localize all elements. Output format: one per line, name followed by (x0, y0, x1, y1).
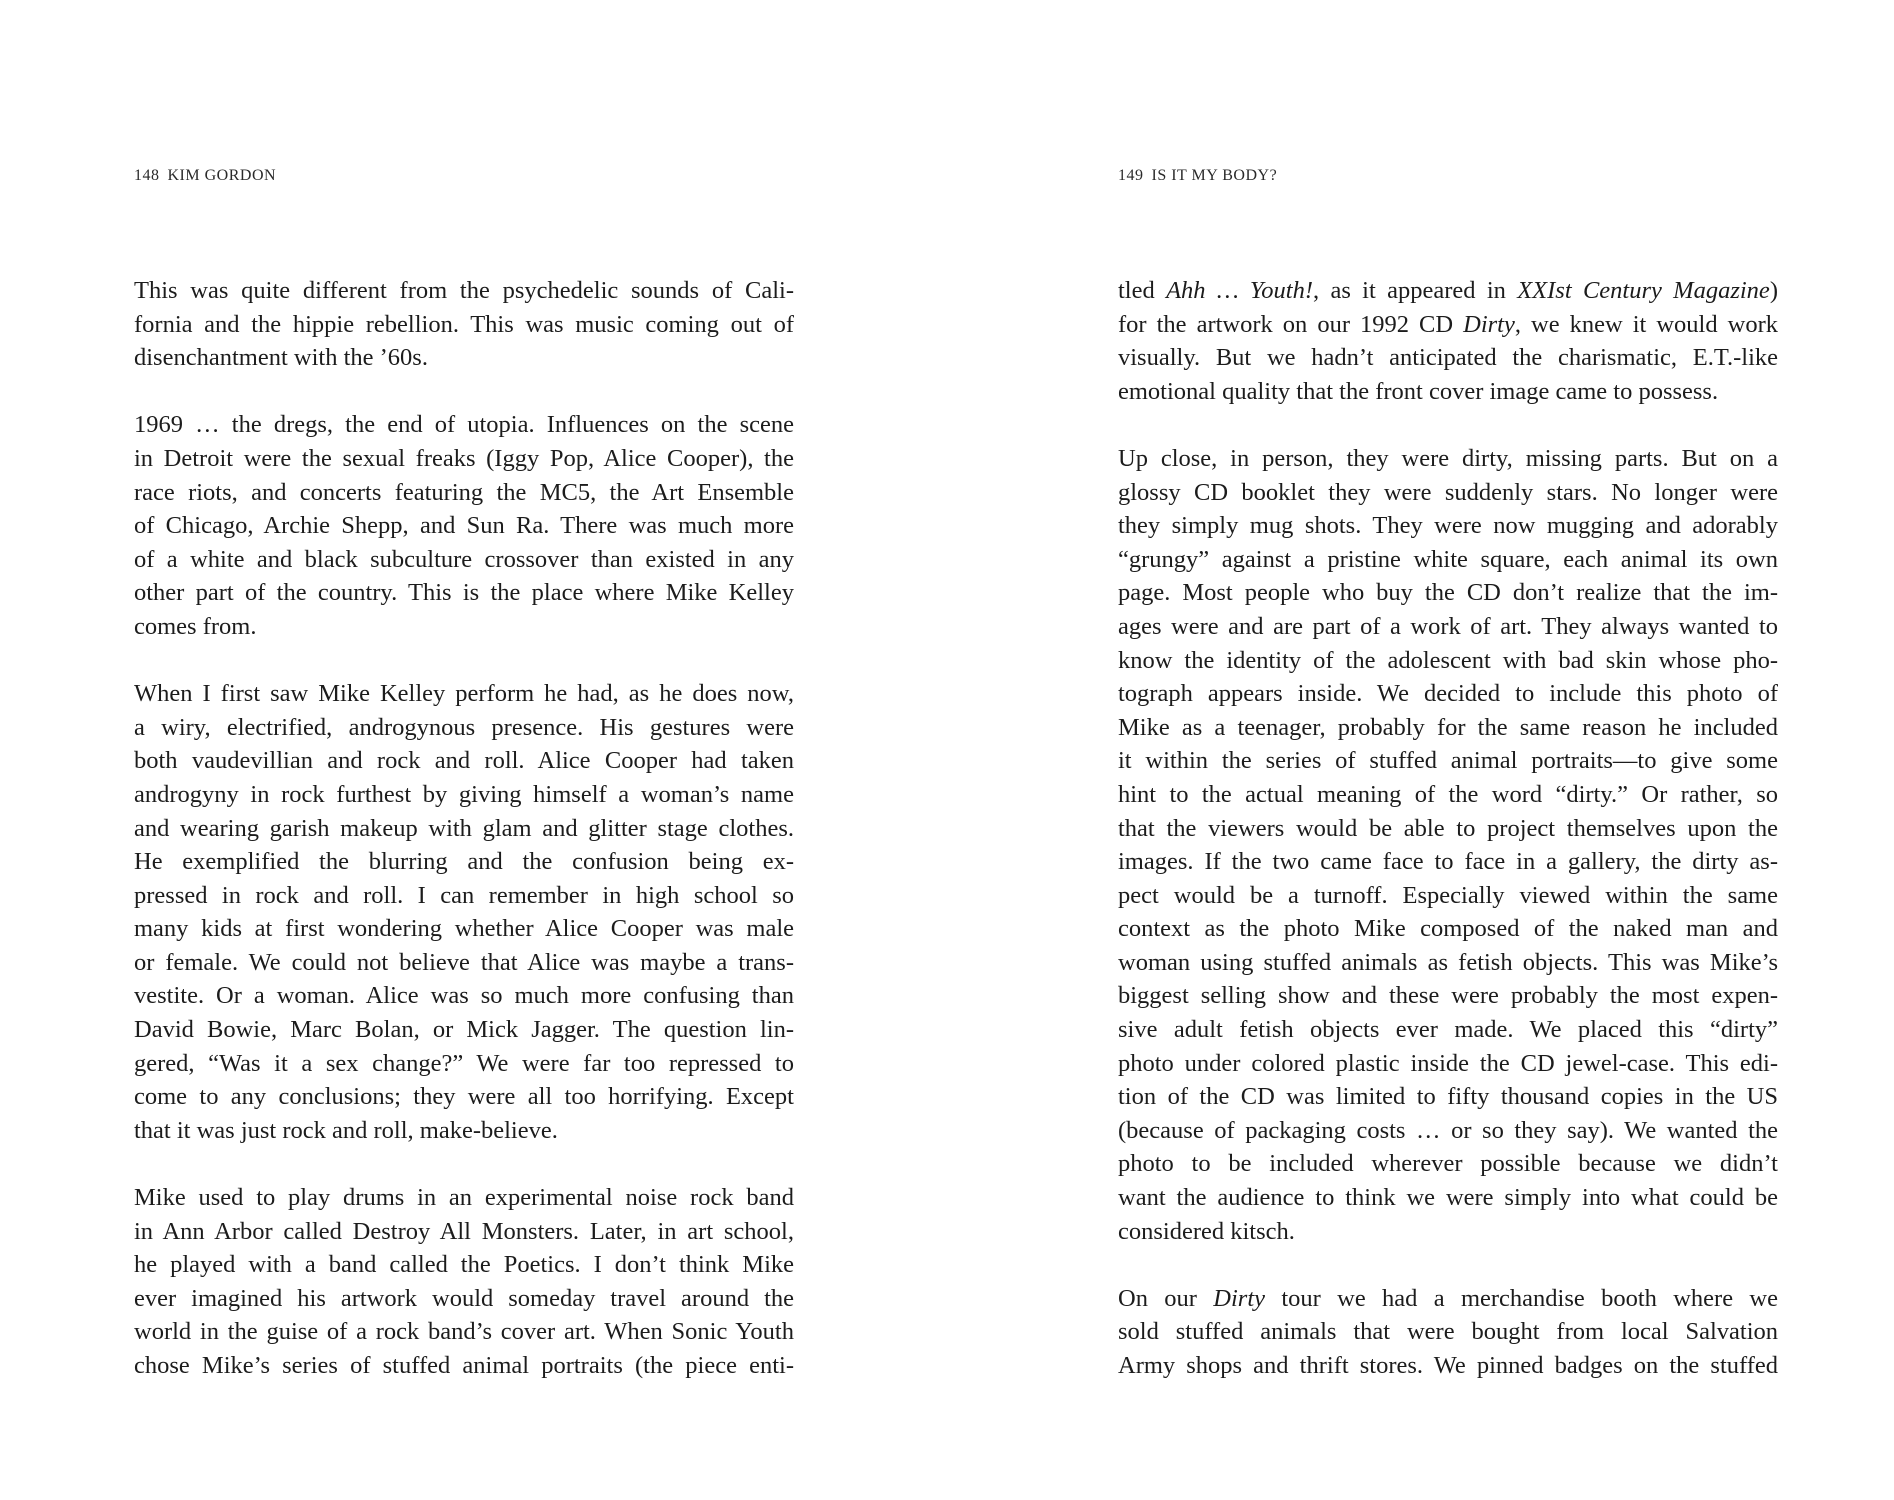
text-line: sold stuffed animals that were bought from local Salvation (1118, 1318, 1778, 1346)
left-running-head (134, 167, 276, 185)
text-line: considered kitsch. (1118, 1217, 1295, 1245)
text-line: gered, “Was it a sex change?” We were far too repressed to (134, 1049, 794, 1077)
text-line: sive adult fetish objects ever made. We placed this “dirty” (1118, 1016, 1778, 1044)
paragraph (1118, 274, 1778, 408)
left-page-number: 148 (134, 167, 160, 184)
text-line: (because of packaging costs … or so they say). We wanted the (1118, 1116, 1778, 1144)
text-line: ever imagined his artwork would someday travel around the (134, 1284, 794, 1312)
text-line: vestite. Or a woman. Alice was so much more confusing than (134, 982, 794, 1010)
text-line: for the artwork on our 1992 CD Dirty, we knew it would work (1118, 310, 1778, 338)
text-line: comes from. (134, 612, 257, 640)
text-line: On our Dirty tour we had a merchandise booth where we (1118, 1284, 1778, 1312)
text-line: ages were and are part of a work of art. They always wanted to (1118, 612, 1778, 640)
text-line: of a white and black subculture crossover than existed in any (134, 545, 794, 573)
text-line: tograph appears inside. We decided to include this photo of (1118, 680, 1778, 708)
text-line: emotional quality that the front cover image came to possess. (1118, 377, 1719, 405)
italic-title: XXIst Century Magazine (1517, 277, 1770, 304)
text-line: he played with a band called the Poetics. I don’t think Mike (134, 1251, 794, 1279)
text-line: in Detroit were the sexual freaks (Iggy Pop, Alice Cooper), the (134, 444, 794, 472)
text-line: glossy CD booklet they were suddenly stars. No longer were (1118, 478, 1778, 506)
left-page (134, 0, 794, 1500)
right-page-number: 149 (1118, 167, 1144, 184)
text-line: and wearing garish makeup with glam and glitter stage clothes. (134, 814, 794, 842)
text-line: images. If the two came face to face in a gallery, the dirty as- (1118, 848, 1778, 876)
text-line: that it was just rock and roll, make-believe. (134, 1116, 558, 1144)
text-line: many kids at first wondering whether Alice Cooper was male (134, 915, 794, 943)
text-line: biggest selling show and these were probably the most expen- (1118, 982, 1778, 1010)
text-line: race riots, and concerts featuring the MC5, the Art Ensemble (134, 478, 794, 506)
text-line: Army shops and thrift stores. We pinned badges on the stuffed (1118, 1352, 1778, 1379)
text-line: or female. We could not believe that Alice was maybe a trans- (134, 948, 794, 976)
text-line: hint to the actual meaning of the word “dirty.” Or rather, so (1118, 780, 1778, 808)
text-line: This was quite different from the psychedelic sounds of Cali- (134, 277, 794, 304)
text-line: know the identity of the adolescent with bad skin whose pho- (1118, 646, 1778, 674)
italic-title: Dirty (1463, 310, 1515, 338)
text-line: want the audience to think we were simply into what could be (1118, 1184, 1778, 1212)
text-line: woman using stuffed animals as fetish objects. This was Mike’s (1118, 948, 1778, 976)
text-line: pect would be a turnoff. Especially viewed within the same (1118, 881, 1778, 909)
text-line: in Ann Arbor called Destroy All Monsters. Later, in art school, (134, 1217, 794, 1245)
text-line: “grungy” against a pristine white square, each animal its own (1118, 545, 1778, 573)
text-line: they simply mug shots. They were now mugging and adorably (1118, 512, 1778, 540)
left-page-title: KIM GORDON (167, 167, 277, 184)
text-line: photo to be included wherever possible because we didn’t (1118, 1150, 1778, 1178)
text-line: tled Ahh … Youth!, as it appeared in XXIst Century Magazine) (1118, 277, 1778, 304)
text-line: Up close, in person, they were dirty, missing parts. But on a (1118, 444, 1778, 472)
text-line: world in the guise of a rock band’s cover art. When Sonic Youth (134, 1318, 794, 1346)
text-line: disenchantment with the ’60s. (134, 344, 428, 372)
text-line: visually. But we hadn’t anticipated the charismatic, E.T.-like (1118, 344, 1778, 372)
text-line: He exemplified the blurring and the confusion being ex- (134, 848, 794, 876)
text-line: photo under colored plastic inside the CD jewel-case. This edi- (1118, 1049, 1778, 1077)
text-line: fornia and the hippie rebellion. This was music coming out of (134, 310, 794, 338)
text-line: Mike used to play drums in an experimental noise rock band (134, 1184, 794, 1212)
text-line: When I first saw Mike Kelley perform he had, as he does now, (134, 680, 794, 708)
text-line: of Chicago, Archie Shepp, and Sun Ra. There was much more (134, 512, 794, 540)
text-line: androgyny in rock furthest by giving himself a woman’s name (134, 780, 794, 808)
right-running-head (1118, 167, 1277, 185)
text-line: context as the photo Mike composed of the naked man and (1118, 915, 1778, 943)
right-body-text (1118, 274, 1778, 1416)
text-line: chose Mike’s series of stuffed animal portraits (the piece enti- (134, 1352, 794, 1379)
right-page (1118, 0, 1778, 1500)
paragraph (134, 677, 794, 1147)
paragraph (134, 274, 794, 375)
text-line: other part of the country. This is the place where Mike Kelley (134, 579, 794, 607)
text-line: tion of the CD was limited to fifty thousand copies in the US (1118, 1083, 1778, 1111)
paragraph (134, 408, 794, 643)
text-line: 1969 … the dregs, the end of utopia. Influences on the scene (134, 411, 794, 439)
text-line: it within the series of stuffed animal portraits—to give some (1118, 747, 1778, 775)
text-line: a wiry, electrified, androgynous presence. His gestures were (134, 713, 794, 741)
right-page-title: IS IT MY BODY? (1151, 167, 1278, 184)
italic-title: Dirty (1213, 1284, 1265, 1312)
text-line: that the viewers would be able to project themselves upon the (1118, 814, 1778, 842)
paragraph (1118, 442, 1778, 1248)
left-body-text (134, 274, 794, 1416)
text-line: Mike as a teenager, probably for the same reason he included (1118, 713, 1778, 741)
text-line: page. Most people who buy the CD don’t realize that the im- (1118, 579, 1778, 607)
text-line: pressed in rock and roll. I can remember in high school so (134, 881, 794, 909)
text-line: David Bowie, Marc Bolan, or Mick Jagger. The question lin- (134, 1016, 794, 1044)
text-line: come to any conclusions; they were all too horrifying. Except (134, 1083, 794, 1111)
paragraph (134, 1181, 794, 1383)
italic-title: Ahh … Youth! (1166, 277, 1314, 304)
paragraph (1118, 1282, 1778, 1383)
text-line: both vaudevillian and rock and roll. Alice Cooper had taken (134, 747, 794, 775)
